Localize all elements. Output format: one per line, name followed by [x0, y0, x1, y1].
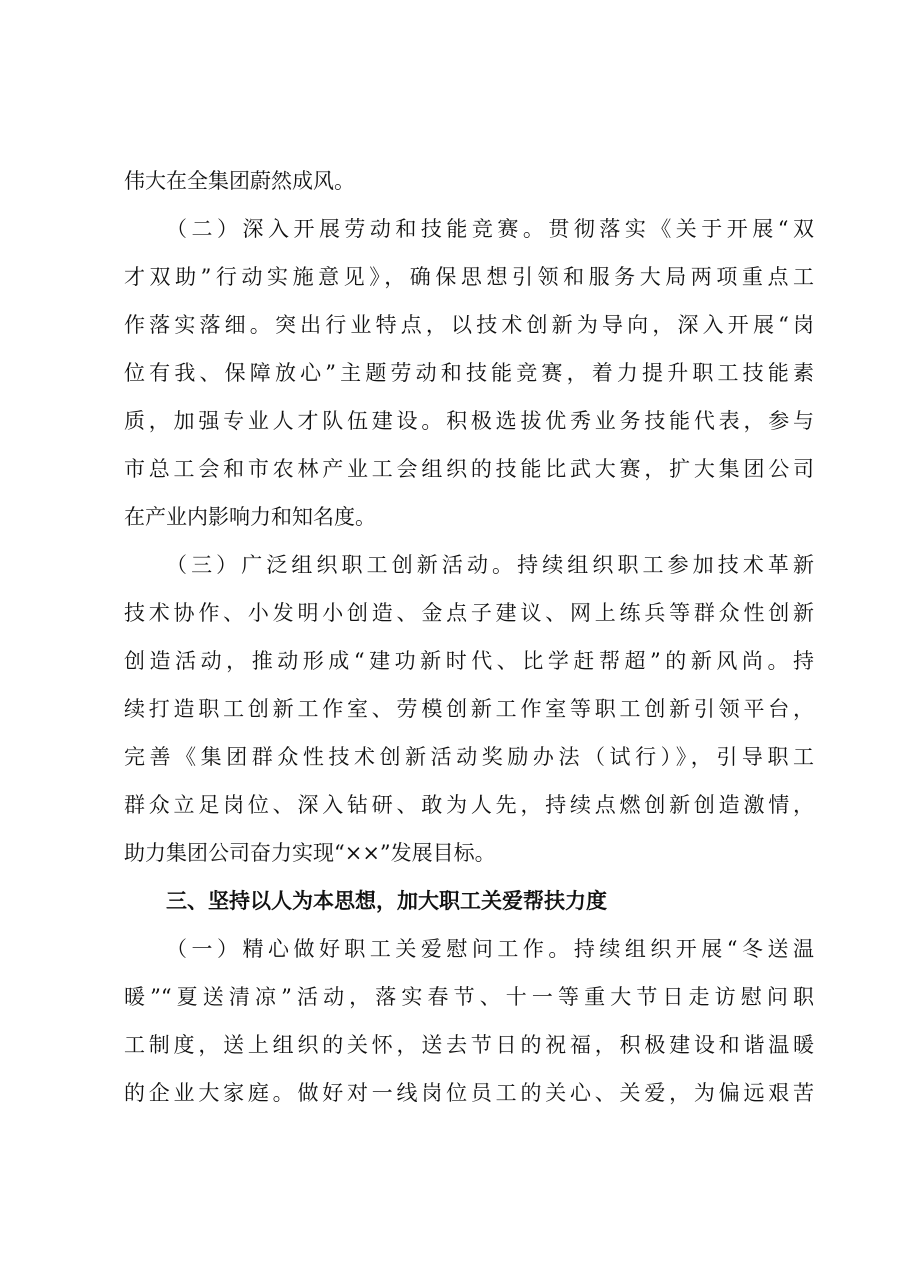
- body-line: 质，加强专业人才队伍建设。积极选拔优秀业务技能代表，参与: [124, 409, 814, 433]
- body-line: 伟大在全集团蔚然成风。: [124, 169, 355, 193]
- body-line: 群众立足岗位、深入钻研、敢为人先，持续点燃创新创造激情，: [124, 793, 814, 817]
- body-line: 续打造职工创新工作室、劳模创新工作室等职工创新引领平台，: [124, 697, 814, 721]
- body-line: 技术协作、小发明小创造、金点子建议、网上练兵等群众性创新: [124, 601, 814, 625]
- body-line: 暖”“夏送清凉”活动，落实春节、十一等重大节日走访慰问职: [124, 985, 814, 1009]
- body-line: （一）精心做好职工关爱慰问工作。持续组织开展“冬送温: [166, 937, 814, 961]
- body-line: 的企业大家庭。做好对一线岗位员工的关心、关爱，为偏远艰苦: [124, 1081, 814, 1105]
- body-line: 位有我、保障放心”主题劳动和技能竞赛，着力提升职工技能素: [124, 361, 814, 385]
- body-line: 助力集团公司奋力实现“××”发展目标。: [124, 841, 496, 865]
- body-line: 在产业内影响力和知名度。: [124, 505, 376, 529]
- body-line: 才双助”行动实施意见》，确保思想引领和服务大局两项重点工: [124, 265, 814, 289]
- body-line: 工制度，送上组织的关怀，送去节日的祝福，积极建设和谐温暖: [124, 1033, 814, 1057]
- body-line: （二）深入开展劳动和技能竞赛。贯彻落实《关于开展“双: [166, 217, 814, 241]
- body-line: 作落实落细。突出行业特点，以技术创新为导向，深入开展“岗: [124, 313, 814, 337]
- body-line: 市总工会和市农林产业工会组织的技能比武大赛，扩大集团公司: [124, 457, 814, 481]
- body-line: 完善《集团群众性技术创新活动奖励办法（试行）》，引导职工: [124, 745, 814, 769]
- body-line: 创造活动，推动形成“建功新时代、比学赶帮超”的新风尚。持: [124, 649, 814, 673]
- document-body: [124, 157, 814, 1117]
- section-heading: 三、坚持以人为本思想，加大职工关爱帮扶力度: [166, 889, 607, 913]
- body-line: （三）广泛组织职工创新活动。持续组织职工参加技术革新: [166, 553, 814, 577]
